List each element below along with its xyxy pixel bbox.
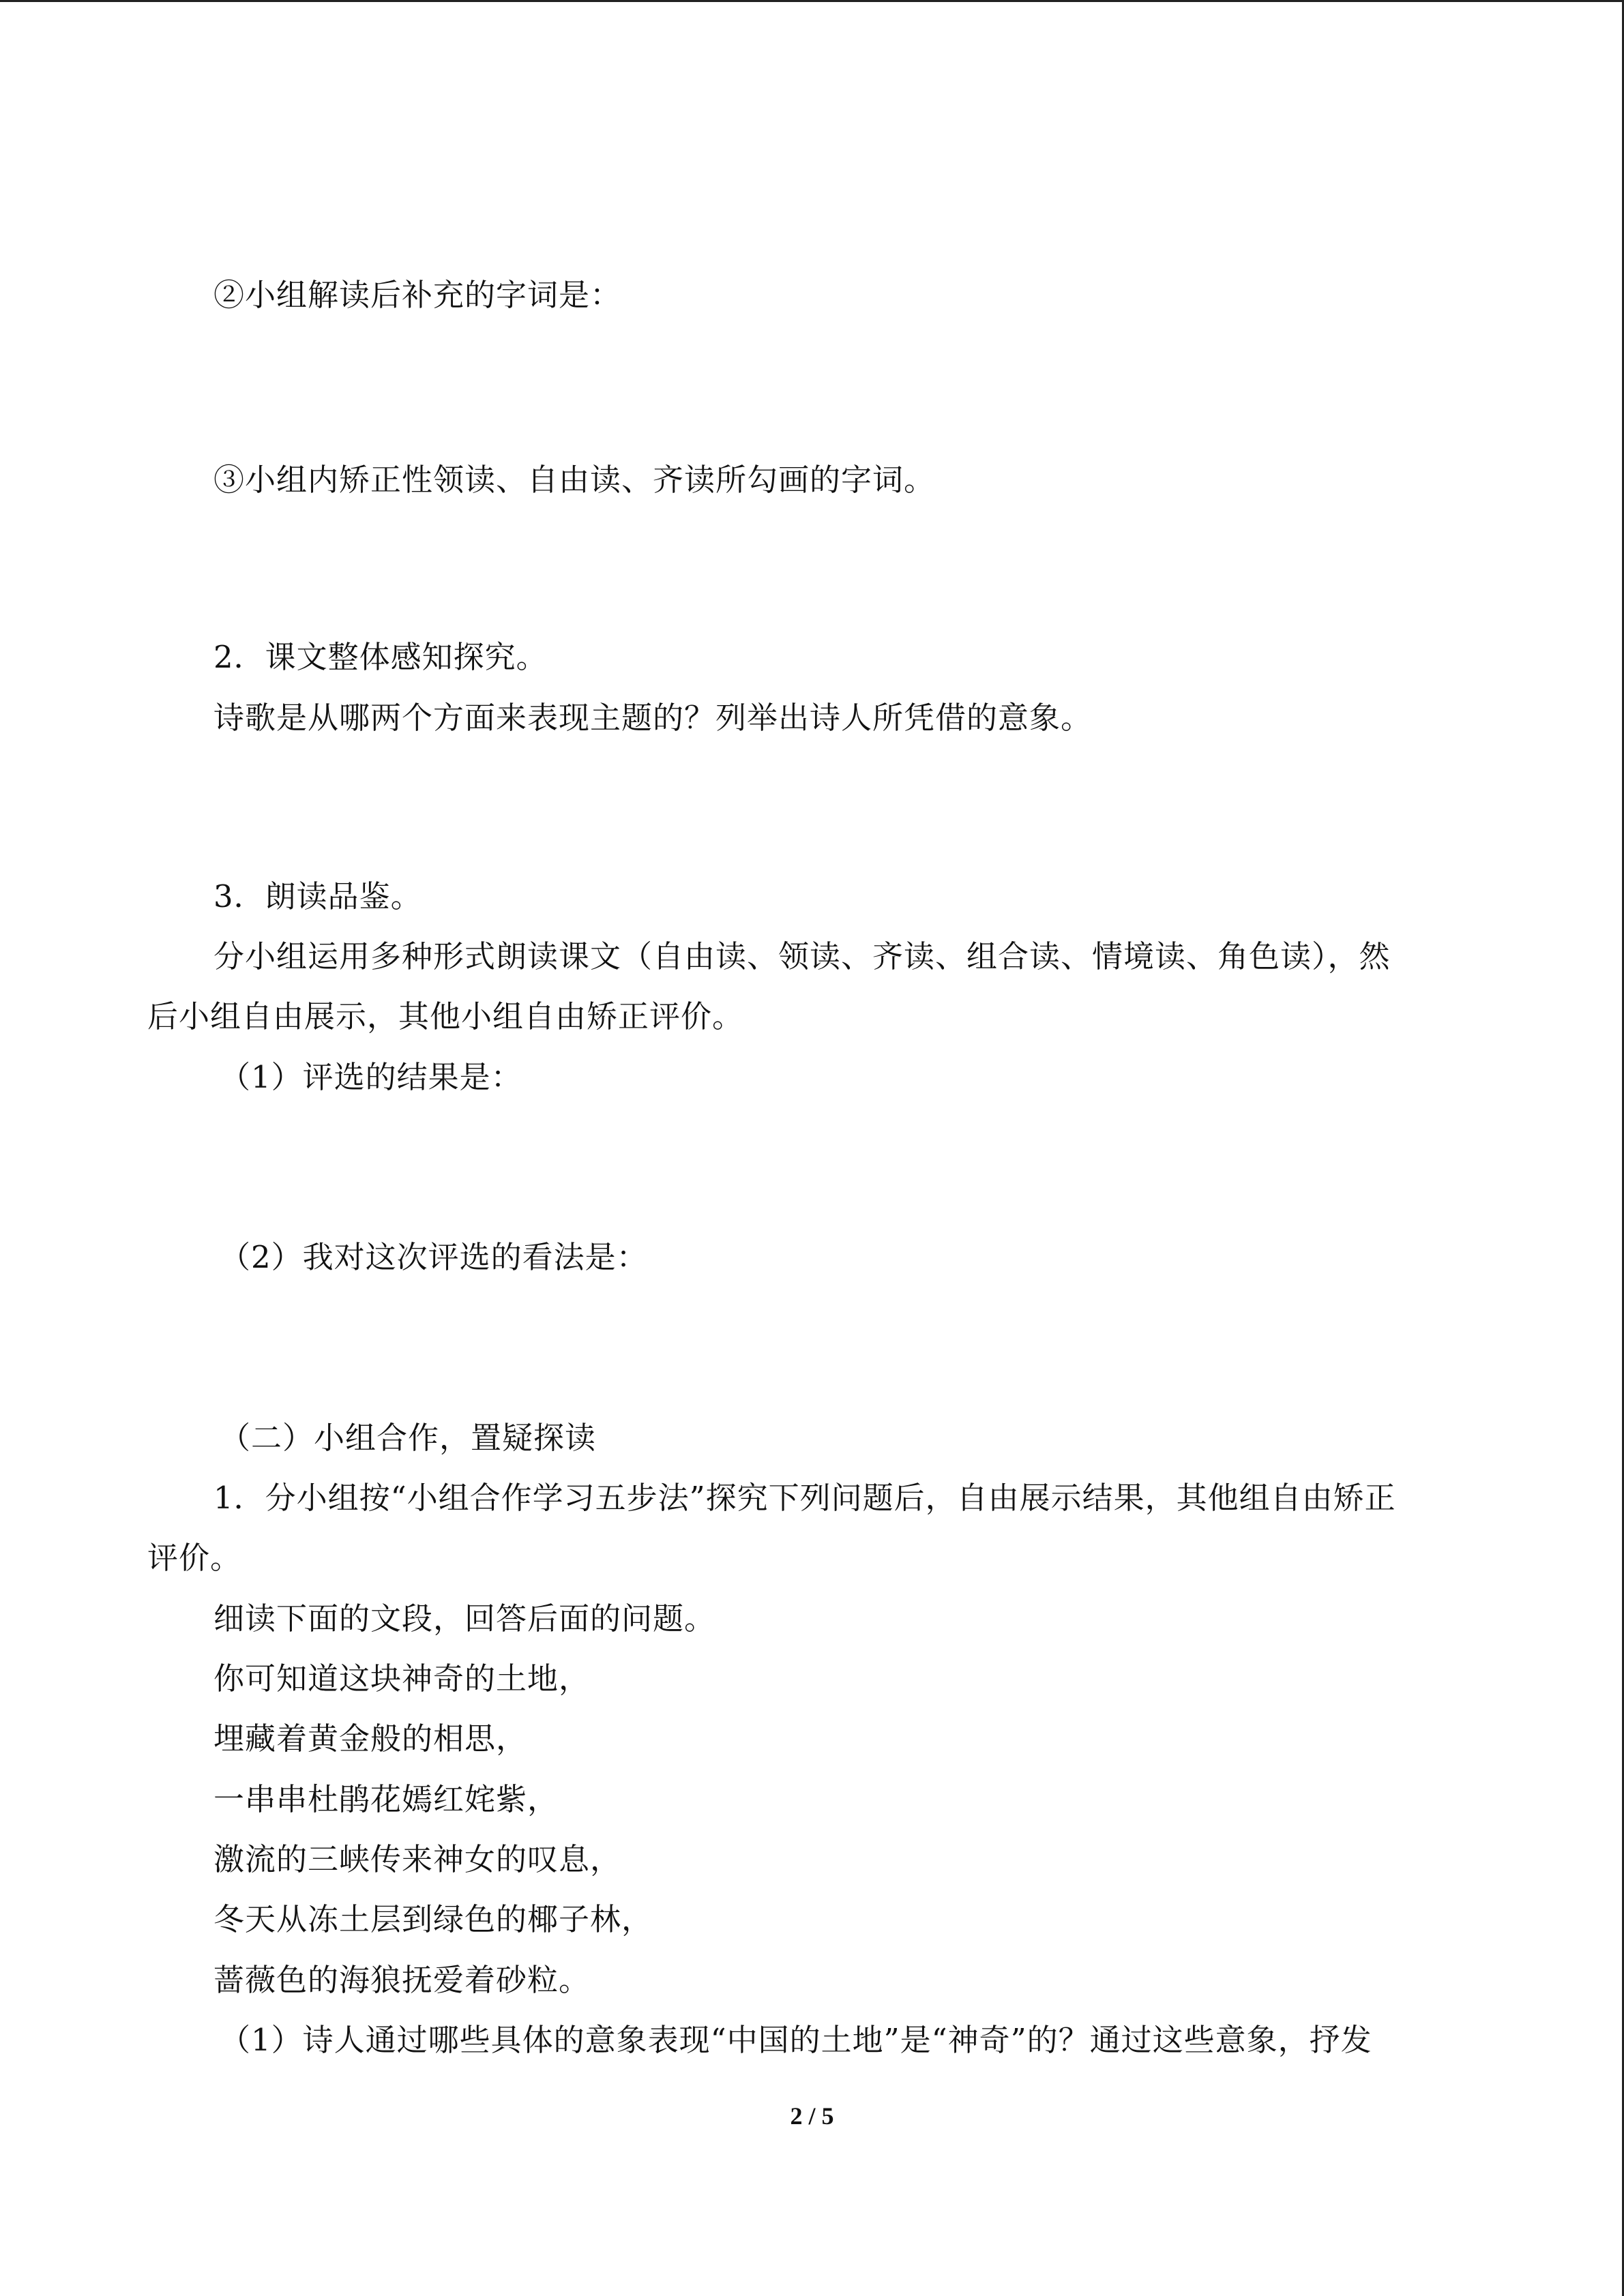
poem-line: 你可知道这块神奇的土地， [213, 1660, 591, 1697]
text-line: ③小组内矫正性领读、自由读、齐读所勾画的字词。 [213, 462, 936, 498]
poem-line: 激流的三峡传来神女的叹息， [213, 1841, 622, 1877]
poem-line: 冬天从冻土层到绿色的椰子林， [213, 1901, 653, 1937]
section-heading: 3．朗读品鉴。 [213, 878, 422, 914]
poem-line: 一串串杜鹃花嫣红姹紫， [213, 1781, 559, 1817]
text-line: 细读下面的文段，回答后面的问题。 [213, 1600, 716, 1637]
text-line: （2）我对这次评选的看法是： [220, 1239, 648, 1275]
page-number: 2 / 5 [790, 2102, 834, 2130]
text-line: 评价。 [147, 1540, 242, 1576]
poem-line: 蔷薇色的海狼抚爱着砂粒。 [213, 1962, 591, 1998]
text-line: ②小组解读后补充的字词是： [213, 277, 622, 313]
text-line: 诗歌是从哪两个方面来表现主题的？列举出诗人所凭借的意象。 [213, 700, 1093, 736]
text-line: 分小组运用多种形式朗读课文（自由读、领读、齐读、组合读、情境读、角色读），然 [213, 938, 1391, 974]
text-line: 后小组自由展示，其他小组自由矫正评价。 [147, 998, 744, 1034]
section-heading: 2．课文整体感知探究。 [213, 639, 548, 675]
text-line: （1）评选的结果是： [220, 1059, 522, 1095]
section-heading: （二）小组合作，置疑探读 [220, 1420, 597, 1456]
text-line: 1．分小组按“小组合作学习五步法”探究下列问题后，自由展示结果，其他组自由矫正 [213, 1480, 1396, 1516]
text-line: （1）诗人通过哪些具体的意象表现“中国的土地”是“神奇”的？通过这些意象，抒发 [220, 2022, 1372, 2058]
poem-line: 埋藏着黄金般的相思， [213, 1720, 528, 1757]
